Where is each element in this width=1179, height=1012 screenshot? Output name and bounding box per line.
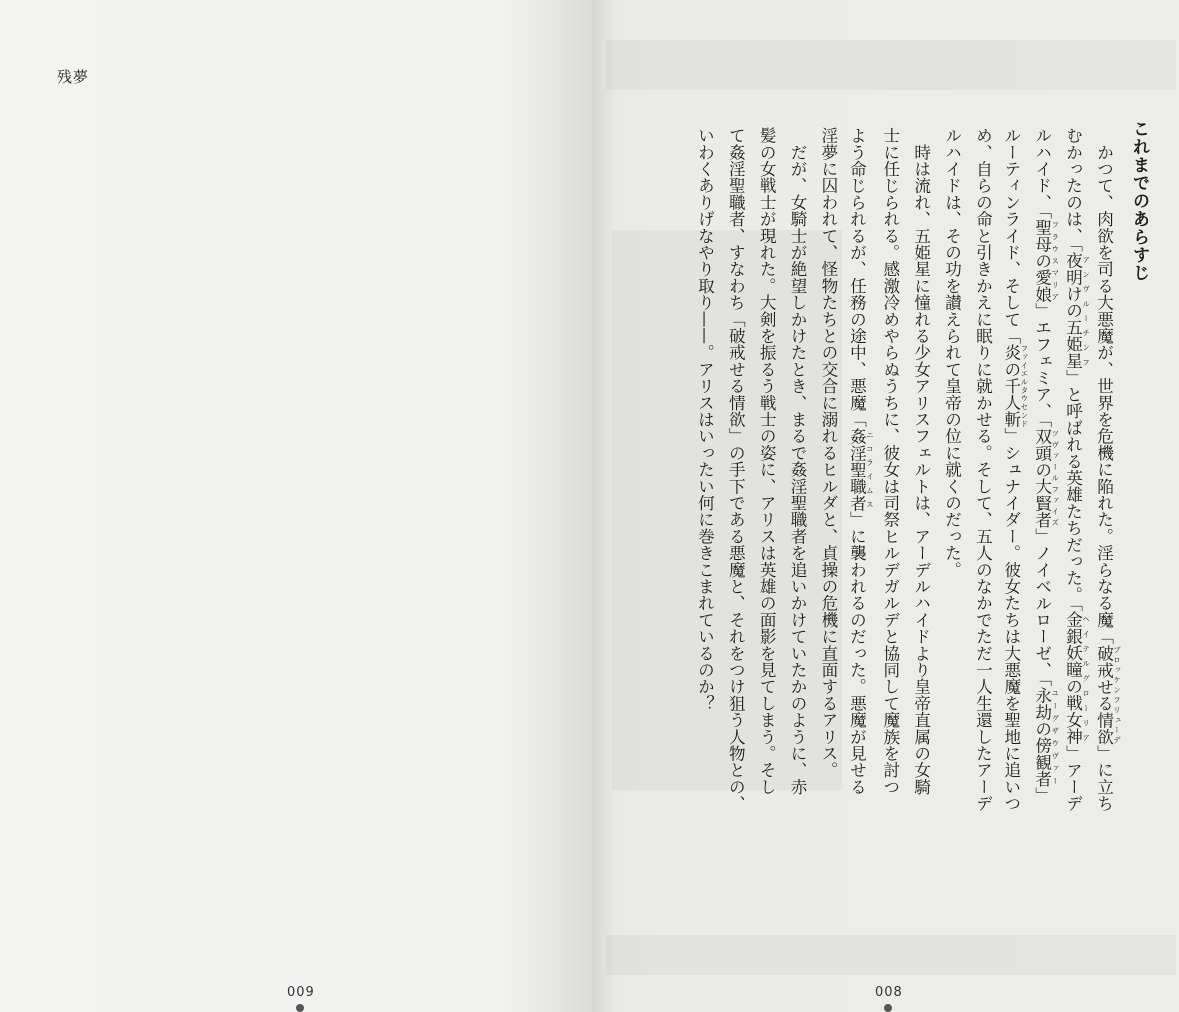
text-run: かつて、肉欲を司る大悪魔が、世界を危機に陥れた。淫らなる魔「 — [1094, 127, 1114, 645]
text-line — [1059, 127, 1090, 812]
text-line — [812, 127, 843, 812]
text-run: 」ノイベルローゼ、「 — [1032, 527, 1052, 687]
ruby-base: 姦淫聖職者 — [847, 427, 867, 512]
text-run: め、自らの命と引きかえに眠りに就かせる。そして、五人のなかでただ一人生還したアーデ — [973, 127, 993, 812]
text-line — [1090, 127, 1121, 812]
page-marker-dot — [884, 1004, 892, 1012]
text-line — [997, 127, 1028, 812]
running-head: 残夢 — [57, 68, 90, 86]
ruby-base: 永劫の傍観者 — [1032, 686, 1052, 787]
ruby-term — [1063, 611, 1091, 746]
ruby-term — [847, 427, 875, 512]
page-number: 009 — [287, 985, 315, 1000]
bleed-through — [606, 40, 1176, 90]
text-run: 」に立ち — [1094, 744, 1114, 812]
text-run: むかったのは、「 — [1063, 127, 1083, 253]
text-run: ルハイドは、その功を讃えられて皇帝の位に就くのだった。 — [942, 127, 962, 578]
ruby-reading: ヘイテルグローリア — [1081, 611, 1091, 746]
ruby-base: 聖母の愛娘 — [1032, 218, 1052, 303]
ruby-reading: ファイエルタウセンド — [1019, 344, 1029, 428]
ruby-reading: ブロッケンフリューデ — [1112, 644, 1122, 745]
text-run: ルハイド、「 — [1032, 127, 1052, 219]
text-run: 士に任じられる。感激冷めやらぬうちに、彼女は司祭ヒルデガルデと協同して魔族を討つ — [880, 127, 900, 795]
ruby-base: 破戒せる情欲 — [1094, 644, 1114, 745]
page-number: 008 — [875, 985, 903, 1000]
text-line — [874, 127, 905, 812]
text-run: 」アーデ — [1063, 745, 1083, 812]
text-line — [1028, 127, 1059, 812]
ruby-term — [1063, 252, 1091, 370]
text-line — [905, 127, 936, 812]
text-line — [781, 127, 812, 812]
text-run: 」エフェミア、「 — [1032, 302, 1052, 428]
ruby-base: 双頭の大賢者 — [1032, 427, 1052, 528]
ruby-term — [1032, 686, 1060, 787]
ruby-term — [1032, 427, 1060, 528]
text-line — [967, 127, 998, 812]
ruby-reading: アンヴルーチンフ — [1081, 252, 1091, 370]
ruby-reading: ツヴァールファイズ — [1050, 427, 1060, 528]
text-line — [843, 127, 874, 812]
text-run: 髪の女戦士が現れた。大剣を振るう戦士の姿に、アリスは英雄の面影を見てしまう。そし — [757, 127, 777, 795]
text-line — [750, 127, 781, 812]
synopsis-body — [689, 127, 1121, 812]
text-run: 淫夢に囚われて、怪物たちとの交合に溺れるヒルダと、貞操の危機に直面するアリス。 — [818, 127, 838, 779]
page-marker-dot — [296, 1004, 304, 1012]
text-run: 時は流れ、五姫星に憧れる少女アリスフェルトは、アーデルハイドより皇帝直属の女騎 — [911, 127, 931, 795]
text-run: だが、女騎士が絶望しかけたとき、まるで姦淫聖職者を追いかけていたかのように、赤 — [788, 127, 808, 795]
ruby-term — [1001, 344, 1029, 428]
text-run: ルーティンライド、そして「 — [1001, 127, 1021, 345]
text-run: 」と呼ばれる英雄たちだった。「 — [1063, 369, 1083, 612]
ruby-term — [1094, 644, 1122, 745]
text-run: て姦淫聖職者、すなわち「破戒せる情欲」の手下である悪魔と、それをつけ狙う人物との、 — [726, 127, 746, 812]
synopsis-heading: これまでのあらすじ — [1129, 120, 1149, 282]
ruby-base: 金銀妖瞳の戦女神 — [1063, 611, 1083, 746]
text-run: 」に襲われるのだった。悪魔が見せる — [847, 511, 867, 796]
text-run: 」シュナイダー。彼女たちは大悪魔を聖地に追いつ — [1001, 427, 1021, 812]
ruby-reading: フラウスマリア — [1050, 218, 1060, 303]
text-line — [719, 127, 750, 812]
text-run: よう命じられるが、任務の途中、悪魔「 — [847, 127, 867, 428]
ruby-reading: ニコライムス — [865, 427, 875, 512]
text-line — [936, 127, 967, 812]
ruby-term — [1032, 218, 1060, 303]
bleed-through — [606, 935, 1176, 975]
ruby-base: 夜明けの五姫星 — [1063, 252, 1083, 370]
ruby-reading: ユーグザウヴァー — [1050, 686, 1060, 787]
text-run: 」 — [1032, 786, 1052, 804]
text-run: いわくありげなやり取り——。アリスはいったい何に巻きこまれているのか？ — [695, 127, 715, 712]
ruby-base: 炎の千人斬 — [1001, 344, 1021, 428]
text-line — [689, 127, 720, 812]
